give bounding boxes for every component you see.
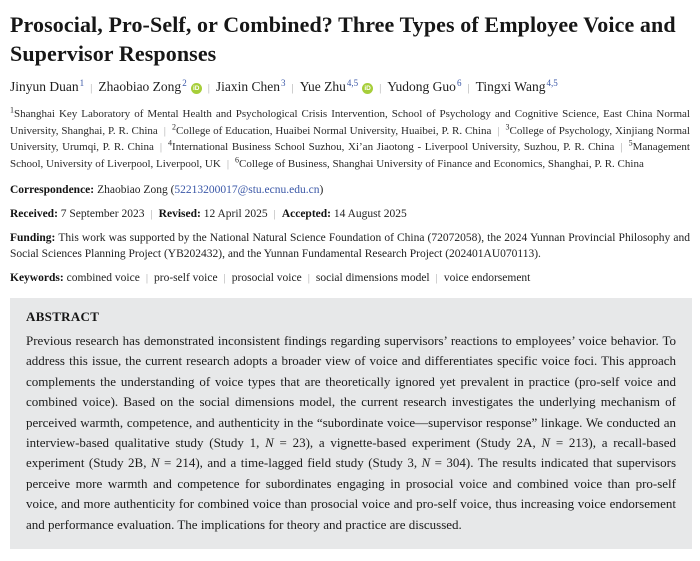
affiliation-number: 3 xyxy=(505,121,510,131)
affiliation-number: 1 xyxy=(10,105,14,115)
keyword: social dimensions model xyxy=(315,272,430,284)
author-affiliation-superscript: 4,5 xyxy=(546,77,558,88)
keywords-label: Keywords: xyxy=(10,272,64,284)
pipe-separator: | xyxy=(497,124,500,137)
page-title: Prosocial, Pro-Self, or Combined? Three Types of Employee Voice and Supervisor Responses xyxy=(10,12,676,66)
pipe-separator: | xyxy=(207,82,210,94)
pipe-separator: | xyxy=(159,141,163,153)
abstract-box xyxy=(10,298,692,549)
pipe-separator: | xyxy=(307,272,310,284)
author-name: Jinyun Duan xyxy=(10,79,79,94)
authors-row xyxy=(10,79,690,95)
keyword: combined voice xyxy=(66,272,140,284)
pipe-separator: | xyxy=(467,82,470,94)
pipe-separator: | xyxy=(163,124,166,137)
pipe-separator: | xyxy=(435,272,438,284)
author xyxy=(387,79,461,94)
affiliation-text: Management School, University of Liverpool, Liverpool, UK xyxy=(10,141,690,170)
open-paren: ( xyxy=(170,184,175,196)
history-value: 14 August 2025 xyxy=(331,208,407,220)
keyword: voice endorsement xyxy=(443,272,531,284)
pipe-separator: | xyxy=(150,208,153,220)
history-label: Received: xyxy=(10,208,58,220)
affiliation-number: 5 xyxy=(628,138,633,148)
abstract-heading: ABSTRACT xyxy=(26,309,100,324)
author-affiliation-superscript: 4,5 xyxy=(346,77,359,88)
correspondence-name: Zhaobiao Zong xyxy=(97,184,168,196)
author-affiliation-superscript: 6 xyxy=(456,77,462,88)
affiliation-number: 2 xyxy=(172,121,176,131)
pipe-separator: | xyxy=(226,157,230,170)
author-name: Jiaxin Chen xyxy=(215,79,281,94)
pipe-separator: | xyxy=(273,208,276,220)
pipe-separator: | xyxy=(620,141,623,153)
history-value: 7 September 2023 xyxy=(57,208,145,220)
funding-text: This work was supported by the National Natural Science Foundation of China (72072058), the 2024 Yunnan Provincial Philosophy and Social Sciences Planning Project (YB202432), and the Yunnan Fundamental Research Project (202401AU070113). xyxy=(10,232,690,260)
keyword: pro-self voice xyxy=(154,272,218,284)
orcid-icon[interactable]: iD xyxy=(191,83,202,94)
history-label: Revised: xyxy=(158,208,201,220)
correspondence-email-link[interactable]: 52213200017@stu.ecnu.edu.cn xyxy=(174,184,320,196)
orcid-icon[interactable]: iD xyxy=(362,83,373,94)
author xyxy=(98,79,201,94)
affiliation-text: College of Education, Huaibei Normal University, Huaibei, P. R. China xyxy=(176,124,492,137)
author xyxy=(10,79,84,94)
author-name: Yudong Guo xyxy=(387,79,456,94)
history-line xyxy=(10,206,690,222)
author-affiliation-superscript: 3 xyxy=(281,77,286,88)
author xyxy=(476,79,558,94)
funding-label: Funding: xyxy=(10,232,56,244)
history-value: 12 April 2025 xyxy=(200,208,268,220)
pipe-separator: | xyxy=(223,272,226,284)
close-paren: ) xyxy=(319,184,324,196)
funding-line xyxy=(10,230,690,262)
affiliation-number: 6 xyxy=(235,154,240,164)
author-name: Yue Zhu xyxy=(299,79,346,94)
author-affiliation-superscript: 2 xyxy=(182,77,187,88)
affiliations xyxy=(10,106,690,172)
pipe-separator: | xyxy=(145,272,149,284)
author-affiliation-superscript: 1 xyxy=(79,77,85,88)
affiliation-text: Shanghai Key Laboratory of Mental Health and Psychological Crisis Intervention, School of Psychology and Cognitive Science, East China Normal University, Shanghai, P. R. China xyxy=(10,108,690,137)
keywords-line xyxy=(10,270,690,286)
affiliation-number: 4 xyxy=(168,138,173,148)
pipe-separator: | xyxy=(291,82,294,94)
keyword: prosocial voice xyxy=(231,272,302,284)
affiliation-text: College of Business, Shanghai University of Finance and Economics, Shanghai, P. R. China xyxy=(239,157,644,170)
author-name: Zhaobiao Zong xyxy=(98,79,182,94)
author xyxy=(216,79,286,94)
author xyxy=(300,79,373,94)
correspondence-label: Correspondence: xyxy=(10,184,95,196)
affiliation-text: College of Psychology, Xinjiang Normal University, Urumqi, P. R. China xyxy=(10,124,690,153)
abstract-text: Previous research has demonstrated inconsistent findings regarding supervisors’ reactions to employees’ voice behavior. To address this issue, the current research adopts a broader view of voice and differentiates specific voice foci. This approach complements the understanding of voice types that are theoretically ignored yet prevalent in practice (pro-self voice and combined voice). Based on the social dimensions model, the current research investigates the underlying mechanism of perceived warmth, competence, and authenticity in the “subordinate voice—supervisor response” linkage. We conducted an interview-based qualitative study (Study 1, N = 23), a vignette-based experiment (Study 2A, N = 213), a recall-based experiment (Study 2B, N = 214), and a time-lagged field study (Study 3, N = 304). The results indicated that supervisors perceive more warmth and competence for subordinates engaging in prosocial voice and combined voice than pro-self voice, and more authenticity for combined voice than prosocial voice and pro-self voice, thus increasing voice endorsement and performance evaluation. The implications for theory and practice are discussed. xyxy=(26,333,676,532)
affiliation-text: International Business School Suzhou, Xi’an Jiaotong - Liverpool University, Suzhou, P. R. China xyxy=(172,141,615,153)
pipe-separator: | xyxy=(379,82,382,94)
pipe-separator: | xyxy=(90,82,93,94)
history-label: Accepted: xyxy=(281,208,331,220)
correspondence-line xyxy=(10,182,690,198)
author-name: Tingxi Wang xyxy=(475,79,546,94)
